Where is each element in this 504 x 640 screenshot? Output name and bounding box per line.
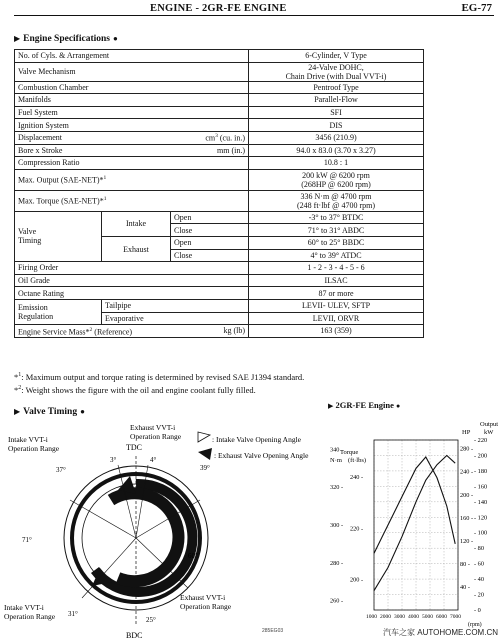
- table-row: [15, 144, 424, 157]
- page-number: EG-77: [461, 2, 492, 14]
- rpm-tick-label: 4000: [408, 614, 419, 620]
- nm-tick-label: 280 -: [330, 559, 344, 567]
- spec-value: [249, 169, 424, 190]
- legend-intake: : Intake Valve Opening Angle: [212, 435, 302, 444]
- spec-section-heading: [14, 33, 118, 44]
- label-text: Max. Output (SAE-NET)*: [18, 176, 104, 186]
- spec-section-title: Engine Specifications: [23, 34, 110, 44]
- spec-unit: kg (lb): [171, 325, 249, 338]
- nm-tick-label: 320 -: [330, 484, 344, 492]
- legend-exhaust: : Exhaust Valve Opening Angle: [214, 451, 309, 460]
- kw-tick-label: - 80: [474, 545, 484, 553]
- angle-label: 37°: [56, 466, 66, 474]
- spec-value: [249, 62, 424, 81]
- hp-tick-label: 80 -: [460, 560, 470, 568]
- footnote-sup: 2: [18, 384, 22, 391]
- rpm-tick-label: 2000: [380, 614, 391, 620]
- spec-label: Compression Ratio: [15, 157, 249, 170]
- table-row: [15, 190, 424, 211]
- bullet-icon: ●: [80, 407, 85, 416]
- spec-label: Fuel System: [15, 106, 249, 119]
- bullet-icon: ●: [112, 34, 118, 43]
- spec-table: [14, 49, 424, 338]
- chart-lines: [374, 455, 455, 590]
- table-row: [15, 62, 424, 81]
- hp-tick-label: 40 -: [460, 583, 470, 591]
- spec-value-line: 336 N·m @ 4700 rpm: [300, 191, 372, 201]
- spec-value: 71° to 31° ABDC: [249, 224, 424, 237]
- exhaust-range-label: Operation Range: [130, 432, 182, 441]
- spec-label: [15, 169, 249, 190]
- footnote-mark: *: [14, 371, 19, 382]
- emission-evap-label: Evaporative: [102, 312, 249, 325]
- spec-label: No. of Cyls. & Arrangement: [15, 50, 249, 63]
- angle-label: 4°: [150, 456, 157, 464]
- footnote-sup: 2: [89, 326, 93, 333]
- table-row: [15, 169, 424, 190]
- footnote-text: : Weight shows the figure with the oil and engine coolant fully filled.: [21, 384, 256, 395]
- unit-text: cm: [205, 134, 216, 144]
- label-text: (Reference): [92, 327, 133, 337]
- spec-label: Firing Order: [15, 262, 249, 275]
- valve-timing-title: Valve Timing: [23, 407, 78, 417]
- footnotes: [14, 370, 304, 396]
- spec-label: Octane Rating: [15, 287, 249, 300]
- spec-value: ILSAC: [249, 274, 424, 287]
- spec-label: Bore x Stroke: [15, 144, 171, 157]
- ftlb-tick-label: 220 -: [350, 525, 364, 533]
- graph-title: 2GR-FE Engine: [335, 400, 394, 410]
- footnote-text: : Maximum output and torque rating is determined by revised SAE J1394 standard.: [21, 371, 305, 382]
- valve-timing-heading: [14, 406, 85, 417]
- figure-code: 285EG03: [262, 628, 284, 634]
- spec-label: Oil Grade: [15, 274, 249, 287]
- exhaust-legend-icon: [198, 448, 212, 460]
- hp-tick-label: 280 -: [460, 445, 474, 453]
- intake-range-label: Intake VVT-i: [8, 435, 48, 444]
- table-row: [15, 287, 424, 300]
- header-rule: [14, 15, 494, 16]
- kw-tick-label: - 180: [474, 467, 488, 475]
- output-series-line: [374, 455, 455, 590]
- label-text: Max. Torque (SAE-NET)*: [18, 197, 104, 207]
- spec-value: DIS: [249, 119, 424, 132]
- hp-tick-label: 240 -: [460, 468, 474, 476]
- intake-legend-icon: [198, 432, 210, 442]
- table-row: [15, 299, 424, 312]
- spec-value: SFI: [249, 106, 424, 119]
- valve-open-label: Open: [171, 236, 249, 249]
- spec-value: -3° to 37° BTDC: [249, 211, 424, 224]
- kw-tick-label: - 140: [474, 498, 488, 506]
- spec-value-line: Chain Drive (with Dual VVT-i): [285, 71, 387, 81]
- angle-label: 71°: [22, 536, 32, 544]
- angle-label: 3°: [110, 456, 117, 464]
- hp-tick-label: 200 -: [460, 491, 474, 499]
- ftlbs-axis-title: (ft·lbs): [348, 457, 367, 464]
- spec-value: LEVII, ORVR: [249, 312, 424, 325]
- intake-range-label: Operation Range: [8, 444, 60, 453]
- nm-tick-label: 340 -: [330, 446, 344, 454]
- kw-tick-label: - 220: [474, 437, 488, 444]
- spec-unit: [171, 131, 249, 144]
- header-title: ENGINE - 2GR-FE ENGINE: [150, 3, 287, 14]
- angle-label: 25°: [146, 616, 156, 624]
- table-row: [15, 211, 424, 224]
- valve-close-label: Close: [171, 249, 249, 262]
- spec-label: [15, 211, 102, 261]
- spec-value: Parallel-Flow: [249, 94, 424, 107]
- kw-tick-label: - 100: [474, 529, 488, 537]
- footnote-1: [14, 370, 304, 383]
- rpm-tick-label: 1000: [366, 614, 377, 620]
- table-row: [15, 119, 424, 132]
- spec-label: Valve Mechanism: [15, 62, 249, 81]
- spec-label: Displacement: [15, 131, 171, 144]
- inner-arc: [111, 493, 178, 581]
- spec-label: Ignition System: [15, 119, 249, 132]
- unit-sup: 3: [215, 133, 218, 140]
- valve-open-label: Open: [171, 211, 249, 224]
- angle-label: 31°: [68, 610, 78, 618]
- chart-grid: [374, 440, 458, 610]
- exhaust-range-label: Operation Range: [180, 602, 232, 611]
- spec-value-line: 24-Valve DOHC,: [308, 62, 364, 72]
- spec-value: 163 (359): [249, 325, 424, 338]
- kw-axis-title: kW: [484, 429, 494, 436]
- hp-tick-label: 160 -: [460, 514, 474, 522]
- footnote-sup: 1: [103, 175, 107, 182]
- label-text: Regulation: [18, 312, 54, 321]
- kw-tick-label: - 40: [474, 576, 484, 584]
- table-row: [15, 157, 424, 170]
- table-row: [15, 50, 424, 63]
- table-row: [15, 131, 424, 144]
- table-row: [15, 94, 424, 107]
- spec-value: [249, 190, 424, 211]
- hp-axis-title: HP: [462, 429, 471, 436]
- spec-value: 4° to 39° ATDC: [249, 249, 424, 262]
- table-row: [15, 81, 424, 94]
- kw-tick-label: - 60: [474, 560, 484, 568]
- graph-heading: [328, 400, 400, 410]
- footnote-sup: 1: [18, 372, 22, 378]
- table-row: [15, 262, 424, 275]
- emission-tailpipe-label: Tailpipe: [102, 299, 249, 312]
- angle-label: 39°: [200, 464, 210, 472]
- rpm-axis-title: (rpm): [468, 622, 482, 628]
- hp-tick-label: 120 -: [460, 537, 474, 545]
- rpm-tick-label: 7000: [450, 614, 461, 620]
- footnote-mark: *: [14, 384, 19, 395]
- label-text: Emission: [18, 303, 48, 312]
- rpm-tick-label: 5000: [422, 614, 433, 620]
- spec-value: 3456 (210.9): [249, 131, 424, 144]
- spec-value: Pentroof Type: [249, 81, 424, 94]
- footnote-sup: 1: [103, 196, 107, 203]
- angle-label: 60°: [188, 552, 198, 560]
- rpm-tick-label: 6000: [436, 614, 447, 620]
- intake-range-label: Intake VVT-i: [4, 603, 44, 612]
- label-text: Engine Service Mass*: [18, 327, 90, 337]
- kw-tick-label: - 120: [474, 514, 488, 522]
- spec-value: 10.8 : 1: [249, 157, 424, 170]
- spec-value: 1 - 2 - 3 - 4 - 5 - 6: [249, 262, 424, 275]
- spec-value: 87 or more: [249, 287, 424, 300]
- label-text: Valve: [18, 227, 37, 237]
- spec-unit: mm (in.): [171, 144, 249, 157]
- label-text: Timing: [18, 236, 42, 246]
- spec-value-line: (248 ft·lbf @ 4700 rpm): [296, 200, 376, 210]
- valve-timing-diagram: [0, 418, 330, 640]
- chart-axes: [330, 437, 487, 620]
- valve-intake-label: Intake: [102, 211, 171, 236]
- spec-label: Combustion Chamber: [15, 81, 249, 94]
- spec-value: LEVII- ULEV, SFTP: [249, 299, 424, 312]
- angle-line: [70, 500, 136, 538]
- unit-text: (cu. in.): [217, 134, 245, 144]
- intake-range-label: Operation Range: [4, 612, 56, 621]
- spec-value: 6-Cylinder, V Type: [249, 50, 424, 63]
- kw-tick-label: - 160: [474, 483, 488, 491]
- performance-chart: [330, 418, 504, 628]
- spec-value: 94.0 x 83.0 (3.70 x 3.27): [249, 144, 424, 157]
- spec-label: Manifolds: [15, 94, 249, 107]
- kw-tick-label: - 0: [474, 607, 481, 614]
- exhaust-range-label: Exhaust VVT-i: [180, 593, 226, 602]
- kw-tick-label: - 200: [474, 452, 488, 460]
- table-row: [15, 106, 424, 119]
- nm-tick-label: 260 -: [330, 597, 344, 605]
- torque-axis-title: Torque: [340, 449, 359, 456]
- spec-value-line: 200 kW @ 6200 rpm: [302, 170, 370, 180]
- spec-value: 60° to 25° BBDC: [249, 236, 424, 249]
- output-axis-title: Output: [480, 421, 499, 428]
- exhaust-range-label: Exhaust VVT-i: [130, 423, 176, 432]
- triangle-icon: ▶: [14, 407, 21, 416]
- nm-tick-label: 300 -: [330, 522, 344, 529]
- bdc-label: BDC: [126, 631, 143, 640]
- kw-tick-label: - 20: [474, 591, 484, 599]
- spec-label: [15, 325, 171, 338]
- spec-label: [15, 190, 249, 211]
- ftlb-tick-label: 200 -: [350, 576, 364, 584]
- spec-label: [15, 299, 102, 324]
- table-row: [15, 274, 424, 287]
- spec-value-line: (268HP @ 6200 rpm): [301, 179, 371, 189]
- table-row: [15, 325, 424, 338]
- page-header: [0, 0, 504, 16]
- ftlb-tick-label: 240 -: [350, 474, 364, 482]
- triangle-icon: ▶: [14, 34, 21, 43]
- footnote-2: [14, 383, 304, 396]
- valve-close-label: Close: [171, 224, 249, 237]
- watermark: 汽车之家 AUTOHOME.COM.CN: [383, 628, 498, 637]
- nm-axis-title: N·m: [330, 457, 342, 464]
- tdc-label: TDC: [126, 443, 142, 452]
- rpm-tick-label: 3000: [394, 614, 405, 620]
- bullet-icon: ●: [395, 402, 401, 410]
- triangle-icon: ▶: [328, 402, 334, 410]
- valve-exhaust-label: Exhaust: [102, 236, 171, 261]
